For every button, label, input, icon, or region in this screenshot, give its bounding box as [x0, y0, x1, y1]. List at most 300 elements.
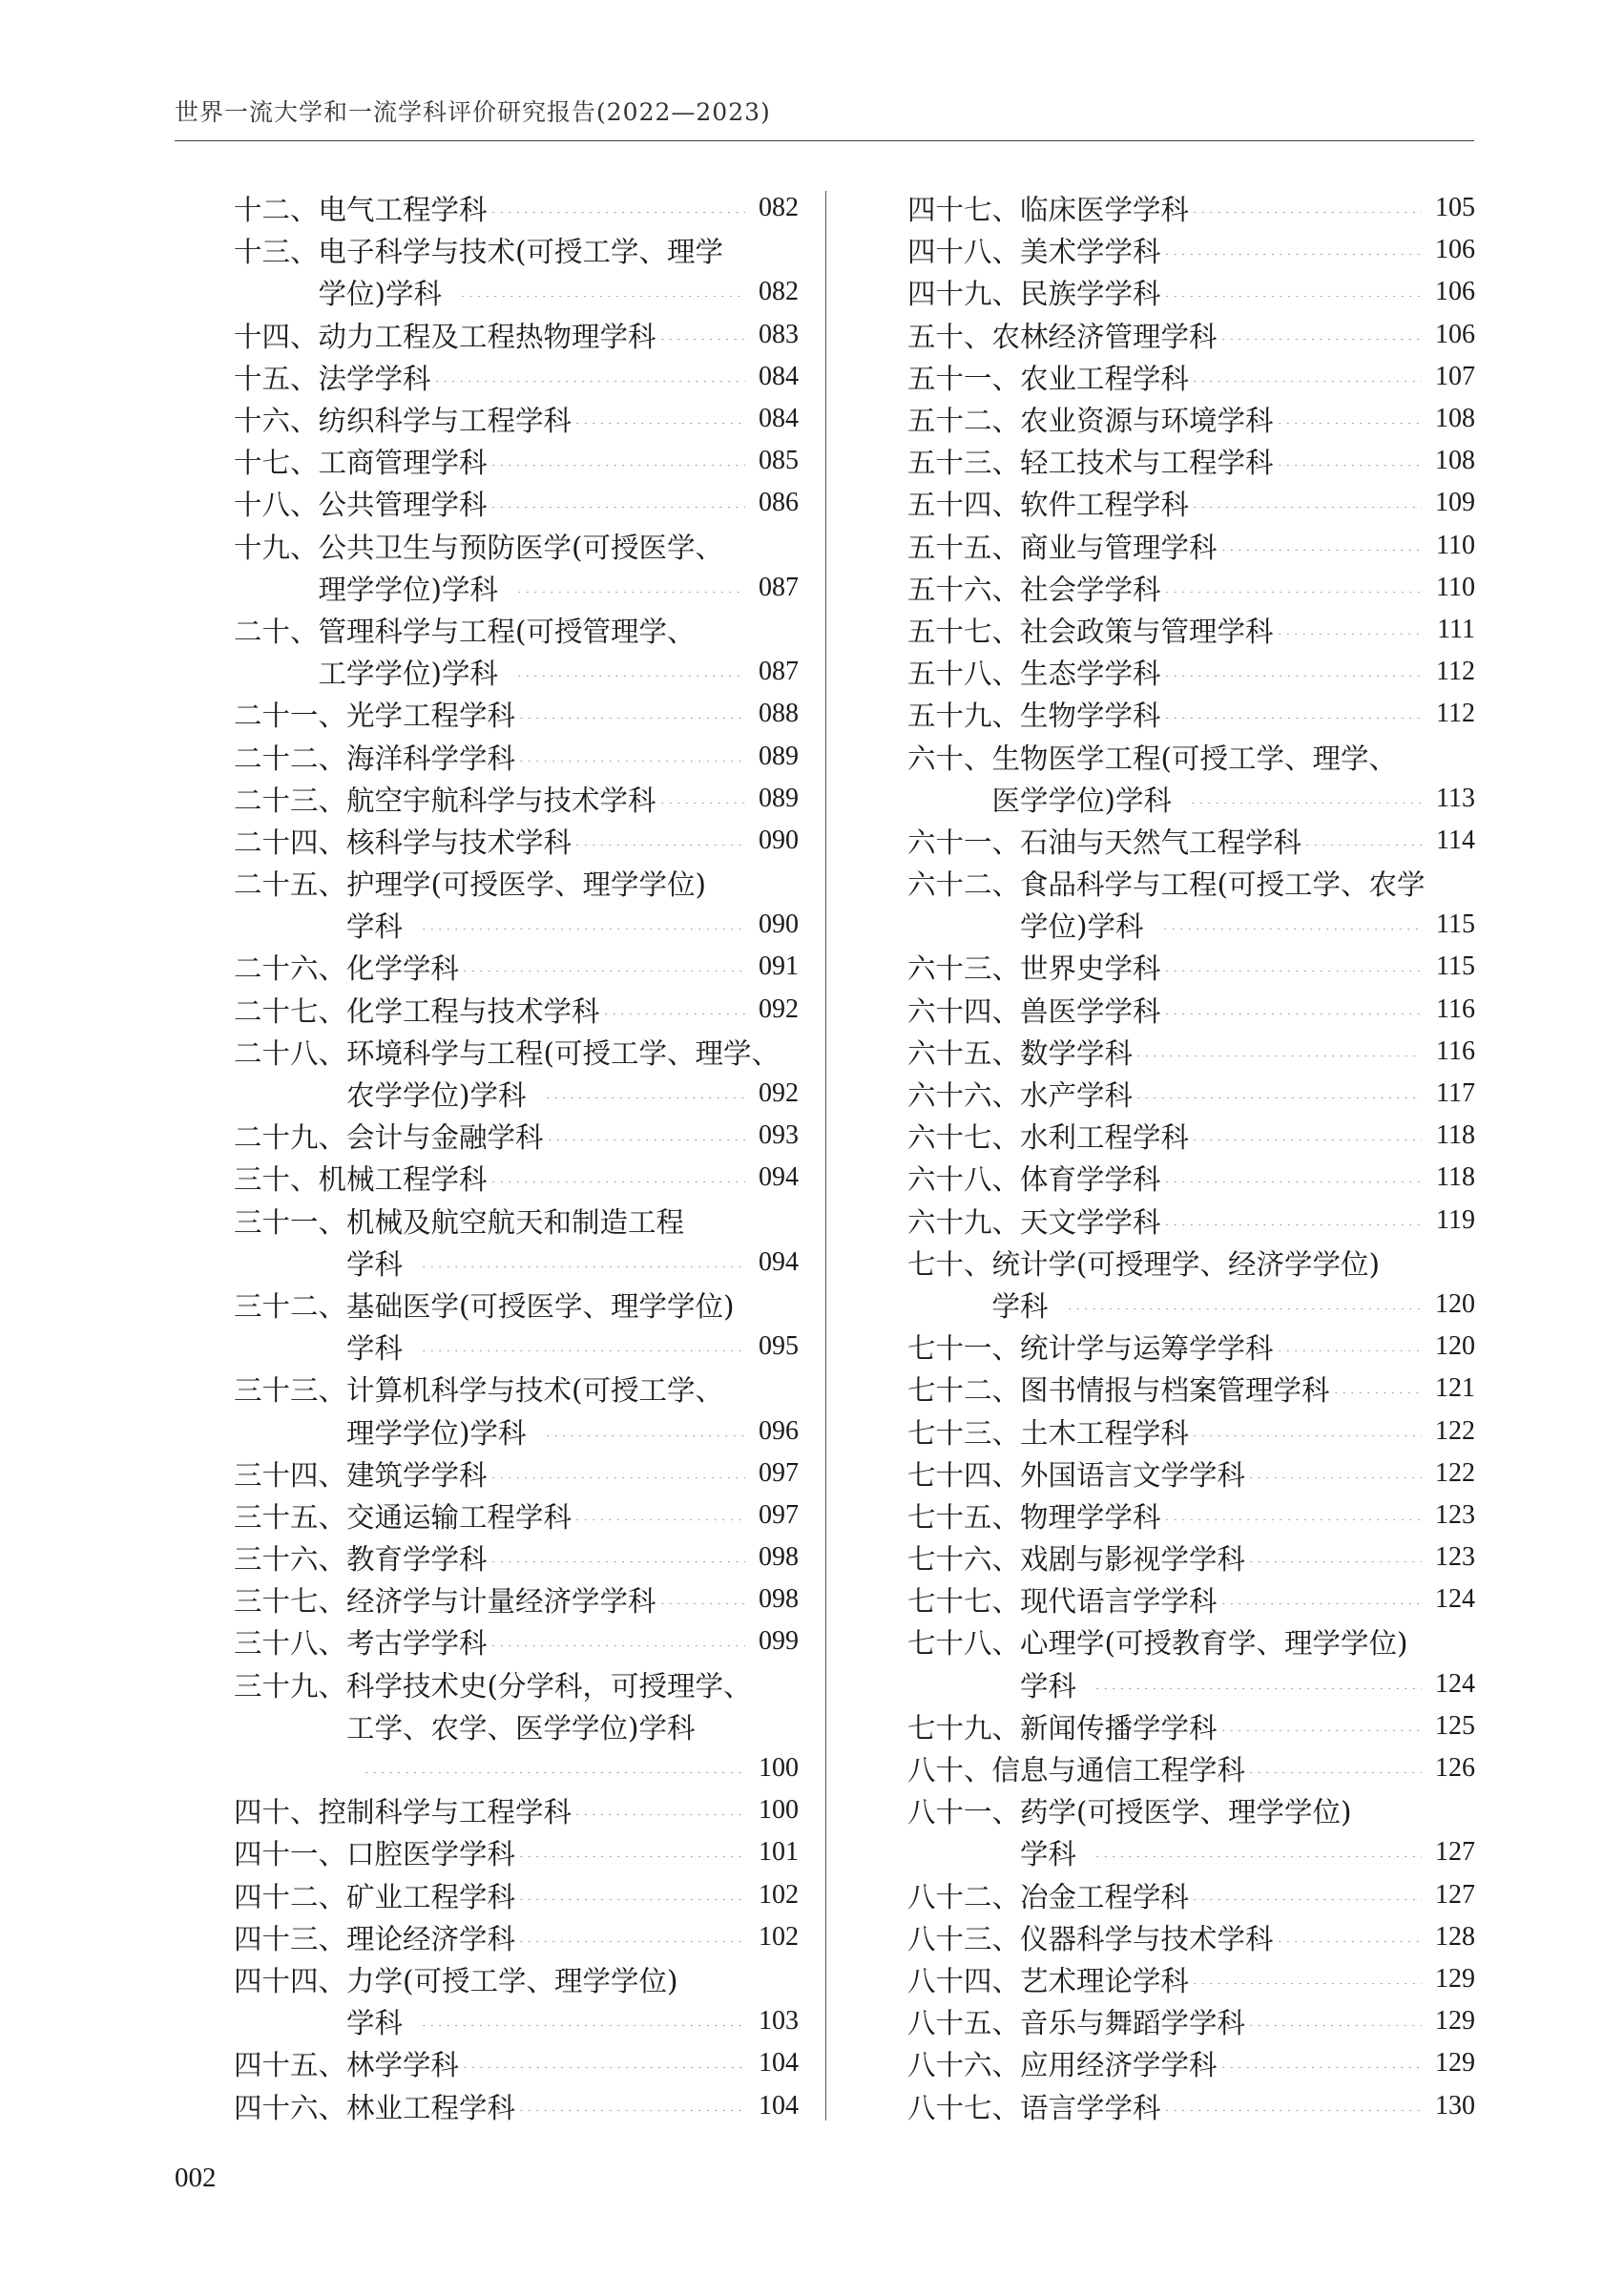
toc-entry-title: 十八、公共管理学科 [234, 489, 488, 522]
toc-entry-line [234, 778, 799, 820]
toc-entry-title: 五十三、轻工技术与工程学科 [907, 447, 1274, 480]
toc-entry-line [234, 1494, 799, 1536]
toc-entry-title: 二十四、核科学与技术学科 [234, 826, 573, 859]
toc-entry[interactable] [907, 1452, 1475, 1494]
toc-entry-title: 二十六、化学学科 [234, 952, 460, 986]
dot-leader [517, 709, 745, 719]
toc-page-number: 090 [759, 825, 799, 855]
toc-entry-line [907, 2042, 1475, 2084]
toc-entry-line [234, 1368, 799, 1410]
toc-entry-line [907, 229, 1475, 271]
dot-leader [1163, 1216, 1422, 1225]
toc-page-number: 101 [759, 1837, 799, 1868]
dot-leader [1219, 1595, 1422, 1604]
toc-entry-title: 医学学位)学科 [991, 784, 1173, 817]
toc-entry-title: 十三、电子科学与技术(可授工学、理学 [234, 236, 724, 269]
toc-entry-line [234, 1831, 799, 1873]
toc-column-right [907, 187, 1475, 2127]
toc-entry-line [234, 989, 799, 1031]
toc-entry-line [907, 651, 1475, 693]
dot-leader [1219, 2059, 1422, 2068]
header-rule [175, 140, 1474, 141]
toc-entry[interactable] [907, 1916, 1475, 1958]
toc-entry[interactable] [907, 440, 1475, 482]
toc-entry-line [234, 2084, 799, 2126]
toc-entry[interactable] [907, 1789, 1475, 1873]
toc-entry-title: 八十一、药学(可授医学、理学学位) [907, 1796, 1352, 1829]
toc-entry-title: 七十二、图书情报与档案管理学科 [907, 1374, 1330, 1408]
toc-entry[interactable] [907, 1410, 1475, 1452]
dot-leader [1219, 541, 1422, 551]
toc-entry[interactable] [907, 989, 1475, 1031]
toc-entry-title: 七十、统计学(可授理学、经济学学位) [907, 1247, 1381, 1281]
toc-entry-line [907, 1157, 1475, 1199]
toc-entry[interactable] [907, 229, 1475, 271]
toc-entry[interactable] [907, 2042, 1475, 2084]
dot-leader [420, 2017, 745, 2026]
toc-page-number: 122 [1435, 1415, 1475, 1446]
toc-entry-title: 学科 [346, 1247, 404, 1281]
toc-entry[interactable] [234, 1916, 799, 1958]
toc-entry-line [907, 1789, 1475, 1831]
toc-entry[interactable] [907, 1578, 1475, 1620]
toc-page-number: 115 [1436, 909, 1475, 940]
toc-entry-title: 二十八、环境科学与工程(可授工学、理学、 [234, 1036, 781, 1070]
toc-page-number: 107 [1435, 361, 1475, 391]
toc-entry[interactable] [907, 1326, 1475, 1368]
toc-page-number: 084 [759, 404, 799, 434]
dot-leader [1163, 1173, 1422, 1182]
toc-entry[interactable] [234, 440, 799, 482]
toc-entry[interactable] [234, 1663, 799, 1790]
toc-entry-line [234, 946, 799, 988]
toc-entry-line [907, 2000, 1475, 2042]
toc-page-number: 104 [759, 2090, 799, 2121]
dot-leader [1161, 920, 1422, 930]
toc-page-number: 112 [1436, 699, 1475, 729]
toc-entry-line [907, 1663, 1475, 1705]
toc-page-number: 082 [759, 193, 799, 223]
toc-page-number: 110 [1436, 530, 1475, 560]
dot-leader [544, 1427, 745, 1436]
dot-leader [420, 1258, 745, 1267]
toc-page-number: 114 [1436, 825, 1475, 855]
toc-entry-title: 四十一、口腔医学学科 [234, 1838, 516, 1871]
toc-entry[interactable] [234, 482, 799, 524]
toc-entry-title: 三十七、经济学与计量经济学学科 [234, 1585, 656, 1619]
toc-entry-line [234, 1073, 799, 1115]
toc-entry-line [907, 1536, 1475, 1578]
dot-leader [515, 667, 745, 677]
toc-entry-title: 四十四、力学(可授工学、理学学位) [234, 1964, 678, 1997]
toc-entry-title: 五十四、软件工程学科 [907, 489, 1190, 522]
toc-entry-line [234, 1789, 799, 1831]
toc-entry[interactable] [907, 1073, 1475, 1115]
toc-entry-title: 七十七、现代语言学学科 [907, 1585, 1218, 1619]
toc-entry[interactable] [234, 989, 799, 1031]
toc-entry-title: 三十五、交通运输工程学科 [234, 1500, 573, 1534]
toc-entry-line [234, 1452, 799, 1494]
toc-entry-title: 二十二、海洋科学学科 [234, 742, 516, 775]
toc-page-number: 120 [1435, 1288, 1475, 1319]
dot-leader [1163, 1005, 1422, 1014]
toc-entry[interactable] [907, 1200, 1475, 1242]
toc-entry-title: 八十七、语言学学科 [907, 2091, 1161, 2124]
toc-entry-line [234, 229, 799, 271]
toc-entry[interactable] [234, 1452, 799, 1494]
toc-entry-line [234, 1242, 799, 1284]
toc-page-number: 126 [1435, 1753, 1475, 1784]
toc-entry-title: 三十三、计算机科学与技术(可授工学、 [234, 1374, 724, 1408]
toc-page-number: 098 [759, 1542, 799, 1573]
dot-leader [573, 1511, 745, 1520]
toc-entry-title: 三十六、教育学学科 [234, 1543, 488, 1577]
toc-entry-title: 五十九、生物学学科 [907, 700, 1161, 733]
toc-page-number: 117 [1436, 1078, 1475, 1109]
toc-entry-line [907, 1073, 1475, 1115]
toc-entry[interactable] [234, 2084, 799, 2126]
toc-entry[interactable] [907, 482, 1475, 524]
dot-leader [1276, 625, 1422, 635]
dot-leader [1191, 1131, 1422, 1140]
toc-page-number: 129 [1435, 1963, 1475, 1994]
toc-page-number: 092 [759, 993, 799, 1024]
toc-entry-title: 六十九、天文学学科 [907, 1205, 1161, 1239]
toc-entry-title: 五十五、商业与管理学科 [907, 531, 1218, 564]
toc-entry-title: 五十、农林经济管理学科 [907, 320, 1218, 353]
toc-entry[interactable] [907, 2000, 1475, 2042]
toc-page-number: 116 [1436, 1035, 1475, 1066]
toc-page-number: 123 [1435, 1542, 1475, 1573]
toc-page-number: 106 [1435, 319, 1475, 349]
toc-entry[interactable] [234, 609, 799, 693]
toc-entry[interactable] [907, 1157, 1475, 1199]
dot-leader [1093, 1848, 1422, 1857]
dot-leader [1219, 1722, 1422, 1731]
dot-leader [658, 330, 745, 340]
toc-entry[interactable] [907, 651, 1475, 693]
dot-leader [1191, 1427, 1422, 1436]
toc-page-number: 099 [759, 1626, 799, 1657]
toc-page-number: 091 [759, 951, 799, 982]
toc-entry[interactable] [907, 946, 1475, 988]
toc-entry[interactable] [907, 187, 1475, 229]
toc-page-number: 108 [1435, 404, 1475, 434]
toc-entry[interactable] [234, 1578, 799, 1620]
toc-page-number: 129 [1435, 2006, 1475, 2037]
toc-entry-title: 学科 [346, 2007, 404, 2040]
dot-leader [489, 1469, 745, 1478]
dot-leader [517, 1891, 745, 1900]
toc-entry-line [907, 1874, 1475, 1916]
toc-entry-title: 四十八、美术学学科 [907, 236, 1161, 269]
dot-leader [517, 1933, 745, 1942]
dot-leader [1276, 456, 1422, 466]
toc-page-number: 115 [1436, 951, 1475, 982]
toc-entry-title: 三十九、科学技术史(分学科，可授理学、 [234, 1669, 752, 1703]
toc-entry-line [907, 1200, 1475, 1242]
toc-entry[interactable] [234, 778, 799, 820]
toc-page-number: 106 [1435, 277, 1475, 307]
toc-entry[interactable] [234, 946, 799, 988]
toc-page-number: 108 [1435, 446, 1475, 476]
toc-entry[interactable] [234, 1284, 799, 1368]
toc-entry[interactable] [234, 735, 799, 777]
toc-entry[interactable] [234, 820, 799, 862]
toc-entry-line [907, 778, 1475, 820]
toc-page-number: 118 [1436, 1120, 1475, 1151]
toc-entry-line [907, 356, 1475, 398]
toc-entry[interactable] [234, 1831, 799, 1873]
toc-entry[interactable] [907, 1958, 1475, 2000]
running-header-title: 世界一流大学和一流学科评价研究报告(2022—2023) [175, 98, 771, 126]
toc-entry-line [907, 1326, 1475, 1368]
toc-page-number: 096 [759, 1415, 799, 1446]
toc-page-number: 105 [1435, 193, 1475, 223]
toc-page-number: 090 [759, 909, 799, 940]
toc-entry-line [234, 482, 799, 524]
toc-entry-title: 二十一、光学工程学科 [234, 700, 516, 733]
toc-entry-line [234, 1916, 799, 1958]
toc-page-number: 084 [759, 361, 799, 391]
dot-leader [1163, 667, 1422, 677]
toc-entry-line [234, 1031, 799, 1073]
toc-entry-title: 七十九、新闻传播学学科 [907, 1711, 1218, 1745]
toc-entry[interactable] [234, 1958, 799, 2042]
toc-entry[interactable] [234, 2042, 799, 2084]
toc-entry-title: 十六、纺织科学与工程学科 [234, 405, 573, 438]
toc-page-number: 128 [1435, 1921, 1475, 1952]
toc-page-number: 106 [1435, 235, 1475, 265]
toc-entry-line [234, 440, 799, 482]
toc-page-number: 104 [759, 2048, 799, 2079]
toc-entry[interactable] [234, 229, 799, 313]
dot-leader [363, 1764, 745, 1773]
toc-entry[interactable] [907, 398, 1475, 440]
toc-entry-title: 工学学位)学科 [318, 658, 499, 691]
toc-entry-title: 十二、电气工程学科 [234, 194, 488, 227]
toc-entry[interactable] [234, 1157, 799, 1199]
toc-entry-line [234, 651, 799, 693]
toc-entry-line [234, 862, 799, 904]
dot-leader [1191, 203, 1422, 213]
toc-entry-line [234, 567, 799, 609]
toc-page-number: 116 [1436, 993, 1475, 1024]
toc-entry-title: 八十二、冶金工程学科 [907, 1880, 1190, 1913]
toc-entry[interactable] [907, 820, 1475, 862]
toc-entry[interactable] [234, 1494, 799, 1536]
toc-entry-title: 十七、工商管理学科 [234, 447, 488, 480]
toc-entry-title: 三十、机械工程学科 [234, 1163, 488, 1197]
toc-entry-title: 六十八、体育学学科 [907, 1163, 1161, 1197]
toc-entry-line [907, 862, 1475, 904]
toc-entry[interactable] [234, 1789, 799, 1831]
toc-entry-title: 四十三、理论经济学科 [234, 1922, 516, 1955]
toc-page-number: 109 [1435, 488, 1475, 518]
toc-entry[interactable] [907, 1874, 1475, 1916]
dot-leader [517, 752, 745, 762]
toc-entry-title: 六十一、石油与天然气工程学科 [907, 826, 1302, 859]
toc-entry-line [234, 1326, 799, 1368]
toc-entry-line [907, 946, 1475, 988]
toc-entry-line [234, 314, 799, 356]
toc-entry[interactable] [907, 1620, 1475, 1704]
toc-entry-line [907, 398, 1475, 440]
toc-entry[interactable] [907, 1368, 1475, 1410]
toc-entry[interactable] [234, 525, 799, 609]
toc-entry-title: 学位)学科 [1020, 910, 1144, 944]
toc-entry-title: 六十六、水产学科 [907, 1079, 1134, 1113]
toc-entry-title: 四十、控制科学与工程学科 [234, 1796, 573, 1829]
toc-entry-line [907, 187, 1475, 229]
toc-entry-title: 七十一、统计学与运筹学学科 [907, 1332, 1274, 1366]
toc-entry[interactable] [907, 1747, 1475, 1789]
dot-leader [1163, 2101, 1422, 2111]
toc-page-number: 089 [759, 783, 799, 813]
toc-page-number: 130 [1435, 2090, 1475, 2121]
toc-entry[interactable] [234, 314, 799, 356]
toc-entry-title: 七十五、物理学学科 [907, 1500, 1161, 1534]
toc-entry-line [907, 482, 1475, 524]
toc-entry[interactable] [907, 1115, 1475, 1157]
dot-leader [1191, 372, 1422, 382]
toc-entry-title: 十五、法学学科 [234, 362, 431, 395]
toc-entry-title: 四十九、民族学学科 [907, 278, 1161, 311]
toc-page-number: 089 [759, 741, 799, 771]
toc-entry[interactable] [907, 1494, 1475, 1536]
toc-entry[interactable] [234, 187, 799, 229]
dot-leader [420, 920, 745, 930]
toc-entry-title: 六十七、水利工程学科 [907, 1121, 1190, 1155]
toc-page-number: 125 [1435, 1710, 1475, 1741]
toc-entry-line [907, 1368, 1475, 1410]
toc-entry-line [234, 1747, 799, 1789]
toc-entry[interactable] [234, 1031, 799, 1115]
toc-page-number: 129 [1435, 2048, 1475, 2079]
toc-entry[interactable] [907, 735, 1475, 819]
toc-page-number: 088 [759, 699, 799, 729]
toc-page-number: 100 [759, 1795, 799, 1826]
toc-entry-title: 三十一、机械及航空航天和制造工程 [234, 1205, 685, 1239]
toc-entry-title: 六十四、兽医学学科 [907, 994, 1161, 1028]
toc-entry[interactable] [907, 525, 1475, 567]
dot-leader [517, 2101, 745, 2111]
dot-leader [1093, 1680, 1422, 1689]
dot-leader [1247, 1469, 1422, 1478]
toc-page-number: 083 [759, 319, 799, 349]
dot-leader [461, 962, 745, 972]
toc-entry[interactable] [234, 862, 799, 946]
toc-entry-line [907, 1578, 1475, 1620]
toc-entry[interactable] [907, 609, 1475, 651]
toc-entry-line [907, 904, 1475, 946]
toc-entry[interactable] [234, 693, 799, 735]
toc-entry[interactable] [234, 1620, 799, 1662]
toc-entry[interactable] [234, 398, 799, 440]
toc-entry[interactable] [234, 1874, 799, 1916]
toc-entry-title: 六十二、食品科学与工程(可授工学、农学 [907, 868, 1426, 902]
toc-entry[interactable] [907, 356, 1475, 398]
dot-leader [1189, 794, 1422, 804]
dot-leader [1276, 1342, 1422, 1351]
toc-entry-title: 学科 [346, 1332, 404, 1366]
toc-entry-line [907, 314, 1475, 356]
toc-entry-title: 三十四、建筑学学科 [234, 1458, 488, 1492]
dot-leader [546, 1131, 745, 1140]
toc-page-number: 122 [1435, 1457, 1475, 1488]
toc-entry-line [234, 2000, 799, 2042]
toc-entry[interactable] [234, 1368, 799, 1452]
toc-entry-title: 七十四、外国语言文学学科 [907, 1458, 1246, 1492]
toc-entry-title: 四十二、矿业工程学科 [234, 1880, 516, 1913]
toc-entry[interactable] [907, 271, 1475, 313]
dot-leader [489, 498, 745, 508]
dot-leader [489, 456, 745, 466]
toc-page-number: 112 [1436, 657, 1475, 687]
dot-leader [1163, 583, 1422, 593]
dot-leader [1276, 1933, 1422, 1942]
toc-entry[interactable] [907, 693, 1475, 735]
toc-entry[interactable] [907, 862, 1475, 946]
toc-page-number: 123 [1435, 1499, 1475, 1530]
dot-leader [1191, 1891, 1422, 1900]
toc-entry[interactable] [907, 2084, 1475, 2126]
toc-entry-title: 五十一、农业工程学科 [907, 362, 1190, 395]
dot-leader [1191, 1975, 1422, 1984]
toc-entry[interactable] [907, 567, 1475, 609]
toc-entry-title: 七十六、戏剧与影视学学科 [907, 1543, 1246, 1577]
toc-entry-title: 五十八、生态学学科 [907, 658, 1161, 691]
dot-leader [1247, 1764, 1422, 1773]
toc-entry-title: 学位)学科 [318, 278, 443, 311]
toc-entry-line [234, 356, 799, 398]
toc-entry[interactable] [907, 1242, 1475, 1326]
toc-page-number: 111 [1437, 614, 1475, 644]
toc-entry[interactable] [234, 356, 799, 398]
toc-entry[interactable] [234, 1115, 799, 1157]
toc-entry-line [907, 609, 1475, 651]
dot-leader [1135, 1047, 1422, 1056]
toc-entry[interactable] [907, 1705, 1475, 1747]
toc-entry[interactable] [907, 1536, 1475, 1578]
dot-leader [1163, 1511, 1422, 1520]
toc-entry-line [234, 735, 799, 777]
toc-entry-line [234, 187, 799, 229]
dot-leader [573, 836, 745, 846]
toc-entry[interactable] [907, 1031, 1475, 1073]
toc-entry-line [234, 1663, 799, 1705]
dot-leader [489, 203, 745, 213]
toc-page-number: 102 [759, 1879, 799, 1910]
toc-entry-title: 四十五、林学学科 [234, 2049, 460, 2082]
toc-entry-line [907, 1410, 1475, 1452]
toc-entry[interactable] [234, 1536, 799, 1578]
toc-entry-title: 四十六、林业工程学科 [234, 2091, 516, 2124]
toc-page-number: 119 [1436, 1204, 1475, 1235]
toc-page-number: 085 [759, 446, 799, 476]
toc-entry[interactable] [907, 314, 1475, 356]
dot-leader [1163, 245, 1422, 255]
toc-entry[interactable] [234, 1200, 799, 1284]
toc-entry-line [234, 820, 799, 862]
toc-entry-line [234, 398, 799, 440]
toc-entry-title: 六十、生物医学工程(可授工学、理学、 [907, 742, 1398, 775]
toc-entry-title: 八十三、仪器科学与技术学科 [907, 1922, 1274, 1955]
toc-entry-line [907, 1115, 1475, 1157]
toc-entry-title: 工学、农学、医学学位)学科 [346, 1711, 696, 1745]
toc-page-number: 094 [759, 1162, 799, 1193]
dot-leader [1219, 330, 1422, 340]
